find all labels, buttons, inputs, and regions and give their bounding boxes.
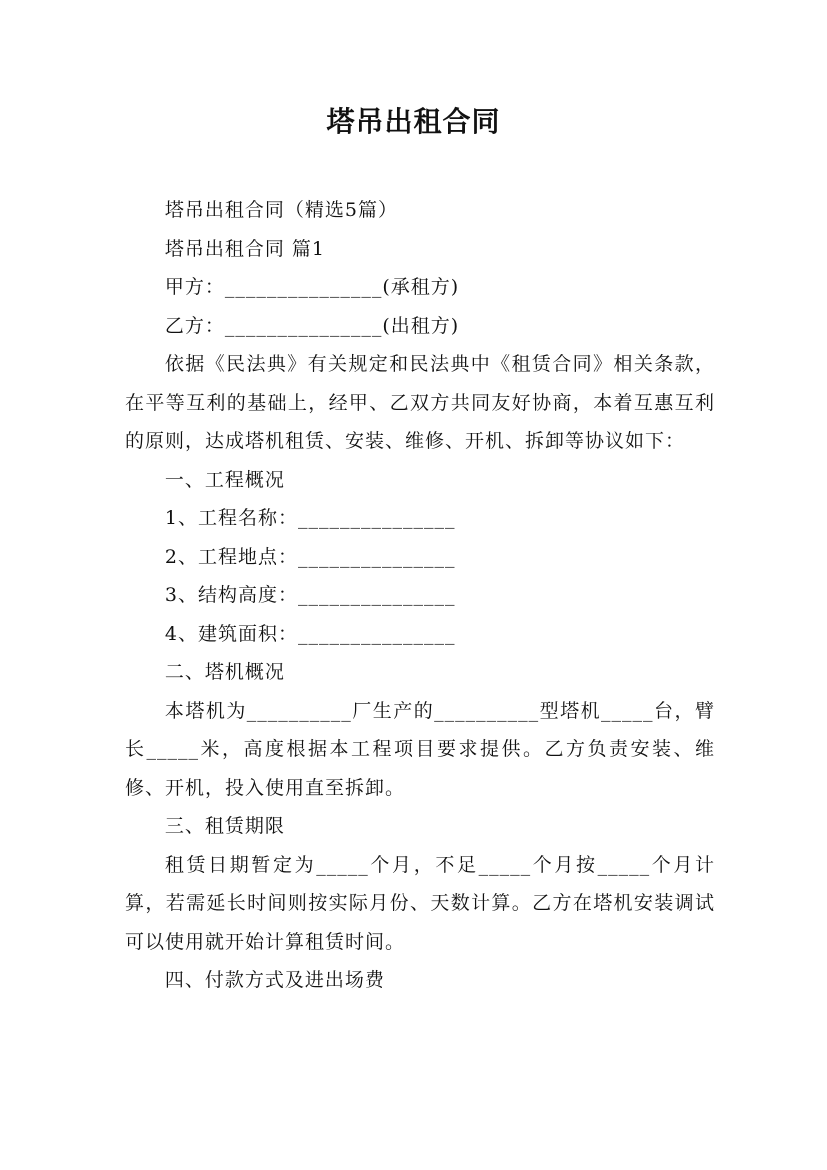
- document-title: 塔吊出租合同: [326, 105, 501, 138]
- paragraph-heading-part1: 塔吊出租合同 篇1: [164, 237, 326, 260]
- paragraph-preamble: 依据《民法典》有关规定和民法典中《租赁合同》相关条款，在平等互利的基础上，经甲、乙双方共同友好协商，本着互惠互利的原则，达成塔机租赁、安装、维修、开机、拆卸等协议如下：: [125, 353, 715, 452]
- paragraph-structure-height: 3、结构高度：_______________: [164, 584, 456, 606]
- paragraph-project-location: 2、工程地点：_______________: [164, 545, 456, 568]
- paragraph-project-name: 1、工程名称：_______________: [164, 507, 456, 529]
- section-heading-crane: 二、塔机概况: [164, 661, 285, 683]
- paragraph-party-a: 甲方：_______________(承租方): [164, 276, 460, 298]
- section-heading-payment: 四、付款方式及进出场费: [164, 969, 385, 991]
- paragraph-subtitle: 塔吊出租合同（精选5篇）: [164, 199, 398, 221]
- paragraph-building-area: 4、建筑面积：_______________: [164, 622, 456, 645]
- paragraph-lease-term: 租赁日期暂定为_____个月，不足_____个月按_____个月计算，若需延长时间则按实际月份、天数计算。乙方在塔机安装调试可以使用就开始计算租赁时间。: [125, 853, 715, 953]
- paragraph-party-b: 乙方：_______________(出租方): [164, 314, 460, 337]
- document-body: [125, 191, 715, 1000]
- paragraph-crane-details: 本塔机为__________厂生产的__________型塔机_____台，臂长_____米，高度根据本工程项目要求提供。乙方负责安装、维修、开机，投入使用直至拆卸。: [125, 699, 715, 799]
- section-heading-project: 一、工程概况: [164, 468, 285, 491]
- section-heading-lease-term: 三、租赁期限: [164, 815, 285, 837]
